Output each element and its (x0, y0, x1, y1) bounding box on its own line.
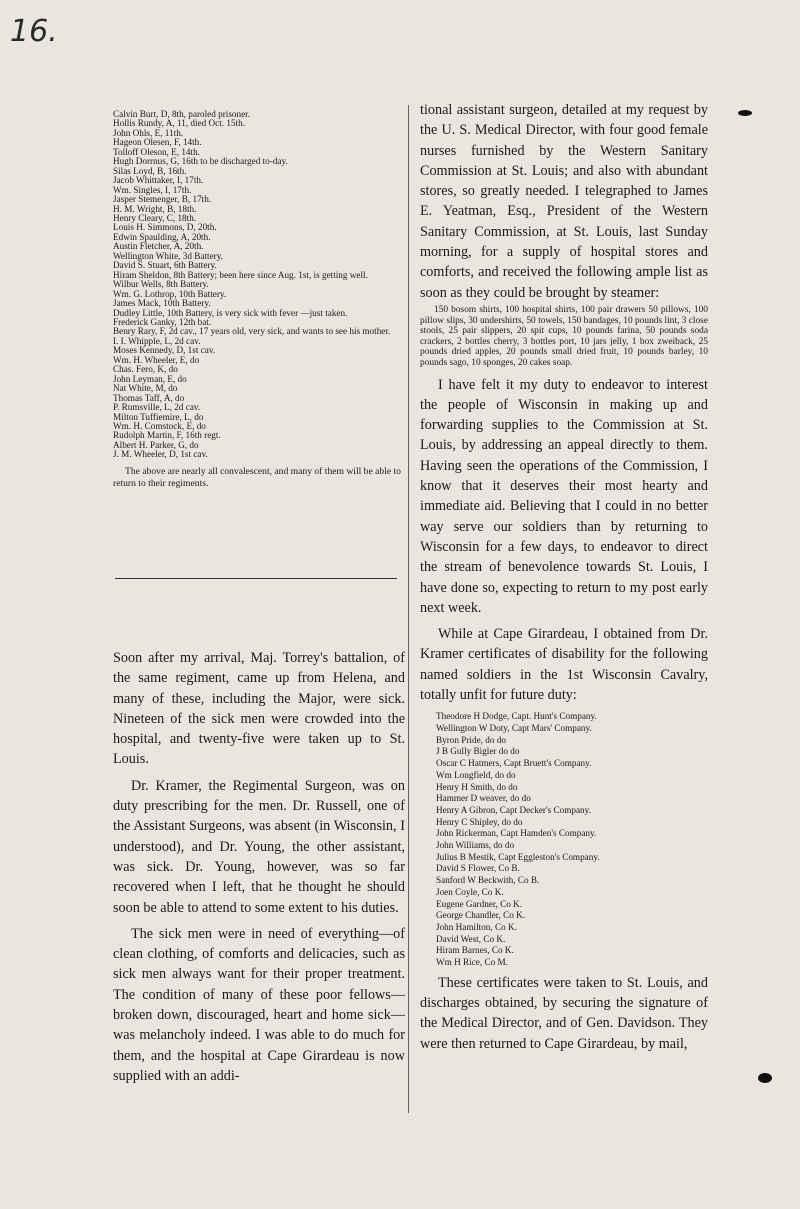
list-item: Moses Kennedy, D, 1st cav. (113, 346, 216, 356)
convalescent-note: The above are nearly all convalescent, and many of them will be able to return to their regiments. (113, 465, 401, 489)
scan-speck-mark (758, 1073, 772, 1083)
supplies-list: 150 bosom shirts, 100 hospital shirts, 100 pair drawers 50 pillows, 100 pillow slips, 30 undershirts, 50 towels, 150 bandages, 10 pounds lint, 3 close stools, 25 pair slippers, 20 spit cups, 10 pounds farina, 50 pounds soda crackers, 2 bottles cherry, 3 bottles port, 10 jars jelly, 1 box zweiback, 25 pounds dried apples, 20 pounds small dried fruit, 10 pounds barley, 10 pounds sago, 10 sponges, 20 cakes soap. (420, 304, 708, 368)
list-item: Dudley Little, 10th Battery, is very sick with fever —just taken. (113, 308, 348, 318)
list-item: Hiram Barnes, Co K. (436, 945, 514, 956)
paragraph-assistant-surgeon: tional assistant surgeon, detailed at my request by the U. S. Medical Director, with four good female nurses furnished by the Western Sanitary Commission at St. Louis; and also with abundant stores, so greatly needed. I telegraphed to James E. Yeatman, Esq., President of the Western Sanitary Commission, at St. Louis, last Sunday morning, for a supply of hospital stores and comforts, and received the following ample list as soon as they could be brought by steamer: (420, 102, 708, 301)
list-item: George Chandler, Co K. (436, 910, 526, 921)
list-item: Wm Longfield, do do (436, 769, 516, 780)
list-item: Henry C Shipley, do do (436, 816, 523, 827)
list-item: Wellington W Doty, Capt Mars' Company. (436, 722, 592, 733)
scan-speck-mark (738, 110, 752, 116)
list-item: J B Gully Bigler do do (436, 746, 520, 757)
list-item: John Williams, do do (436, 840, 515, 851)
list-item: Oscar C Hatmers, Capt Bruett's Company. (436, 758, 592, 769)
list-item: J. M. Wheeler, D, 1st cav. (113, 450, 208, 460)
paragraph-torrey-battalion: Soon after my arrival, Maj. Torrey's battalion, of the same regiment, came up from Helena, and many of these, including the Major, were sick. Nineteen of the sick men were crowded into the hospital, and twenty-five were taken up to St. Louis. (113, 650, 405, 768)
list-item: Albert H. Parker, G, do (113, 440, 199, 450)
list-item: David S. Stuart, 6th Battery. (113, 261, 217, 271)
list-item: David S Flower, Co B. (436, 863, 520, 874)
list-item: Milton Tuffiemire, L, do (113, 412, 204, 422)
left-column-text (113, 648, 405, 1086)
list-item: John Rickerman, Capt Hamden's Company. (436, 828, 597, 839)
list-item: Thomas Taff, A, do (113, 393, 185, 403)
list-item: Wm. G. Lothrop, 10th Battery. (113, 289, 227, 299)
list-item: Wm. H. Wheeler, E, do (113, 355, 200, 365)
list-item: John Hamilton, Co K. (436, 921, 517, 932)
section-rule (115, 578, 397, 579)
list-item: H. M. Wright, B, 18th. (113, 204, 197, 214)
list-item: Hageon Olesen, F, 14th. (113, 138, 202, 148)
list-item: Calvin Burt, D, 8th, paroled prisoner. (113, 110, 251, 119)
list-item: Henry Cleary, C, 18th. (113, 213, 197, 223)
list-item: Jacob Whittaker, I, 17th. (113, 176, 204, 186)
list-item: Hammer D weaver, do do (436, 793, 531, 804)
list-item: Wilbur Wells, 8th Battery. (113, 280, 209, 290)
list-item: Nat White, M, do (113, 384, 178, 394)
paragraph-certificates-mailed: These certificates were taken to St. Louis, and discharges obtained, by securing the signature of the Medical Director, and of Gen. Davidson. They were then returned to Cape Girardeau, by mail, (420, 974, 708, 1052)
list-item: John Ohls, E, 11th. (113, 128, 184, 138)
right-column-text (420, 100, 708, 1054)
list-item: Austin Fletcher, A, 20th. (113, 242, 204, 252)
list-item: Julius B Mestik, Capt Eggleston's Company. (436, 851, 600, 862)
paragraph-wisconsin-appeal: I have felt it my duty to endeavor to interest the people of Wisconsin in making up and forwarding supplies to the Commission at St. Louis, by addressing an appeal directly to them. Having seen the operations of the Commission, I know that it deserves their most hearty and immediate aid. Believing that I could in no better way serve our soldiers than by returning to Wisconsin for a few days, to endeavor to direct the stream of benevolence towards St. Louis, I have done so, expecting to return to my post early next week. (420, 376, 708, 616)
list-item: Hiram Sheldon, 8th Battery; been here since Aug. 1st, is getting well. (113, 270, 368, 280)
list-item: Theodore H Dodge, Capt. Hunt's Company. (436, 711, 597, 722)
list-item: Eugene Gardner, Co K. (436, 898, 523, 909)
list-item: Chas. Fero, K, do (113, 365, 178, 375)
list-item: James Mack, 10th Battery. (113, 299, 211, 309)
list-item: Sanford W Beckwith, Co B. (436, 875, 540, 886)
list-item: Henry A Gibron, Capt Decker's Company. (436, 804, 591, 815)
page-number: 16. (10, 14, 58, 49)
paragraph-dr-kramer: Dr. Kramer, the Regimental Surgeon, was on duty prescribing for the men. Dr. Russell, one of the Assistant Surgeons, was absent (in Wisconsin, I understood), and Dr. Young, the other assistant, was sick. Dr. Young, however, was so far recovered when I left, that he thought he should soon be able to attend to some extent to his duties. (113, 777, 405, 916)
list-item: David West, Co K. (436, 933, 506, 944)
list-item: Benry Rary, F, 2d cav., 17 years old, very sick, and wants to see his mother. (113, 327, 391, 337)
paragraph-certificates-intro: While at Cape Girardeau, I obtained from Dr. Kramer certificates of disability for the following named soldiers in the 1st Wisconsin Cavalry, totally unfit for future duty: (420, 626, 708, 703)
column-divider (408, 105, 409, 1113)
list-item: Wm. Singles, I, 17th. (113, 185, 192, 195)
certificate-list (420, 711, 708, 968)
list-item: Byron Pride, do do (436, 734, 506, 745)
list-item: Rudolph Martin, F, 16th regt. (113, 431, 221, 441)
list-item: Joen Coyle, Co K. (436, 886, 504, 897)
list-item: Edwin Spaulding, A, 20th. (113, 232, 211, 242)
list-item: Jasper Stemenger, B, 17th. (113, 195, 212, 205)
list-item: Wellington White, 3d Battery. (113, 251, 223, 261)
left-column-list-block (113, 110, 405, 490)
soldier-list (113, 110, 405, 460)
list-item: Hollis Rundy, A, 11, died Oct. 15th. (113, 119, 246, 129)
list-item: Wm. H. Comstock, E, do (113, 421, 206, 431)
list-item: Wm H Rice, Co M. (436, 957, 508, 968)
list-item: Hugh Dorrnus, G, 16th to be discharged to-day. (113, 157, 288, 167)
list-item: John Leyman, E, do (113, 374, 187, 384)
list-item: Henry H Smith, do do (436, 781, 518, 792)
list-item: Tolloff Oleson, E, 14th. (113, 147, 200, 157)
list-item: P. Rumsville, L, 2d cav. (113, 403, 201, 413)
list-item: Louis H. Simmons, D, 20th. (113, 223, 217, 233)
list-item: I. I. Whipple, L, 2d cav. (113, 336, 201, 346)
list-item: Silas Loyd, B, 16th. (113, 166, 187, 176)
list-item: Frederick Ganky, 12th bat. (113, 317, 212, 327)
paragraph-sick-men: The sick men were in need of everything—of clean clothing, of comforts and delicacies, such as sick men always want for their proper treatment. The condition of many of these poor fellows—broken down, discouraged, heart and home sick—was melancholy indeed. I was able to do much for them, and the hospital at Cape Girardeau is now supplied with an addi- (113, 925, 405, 1084)
